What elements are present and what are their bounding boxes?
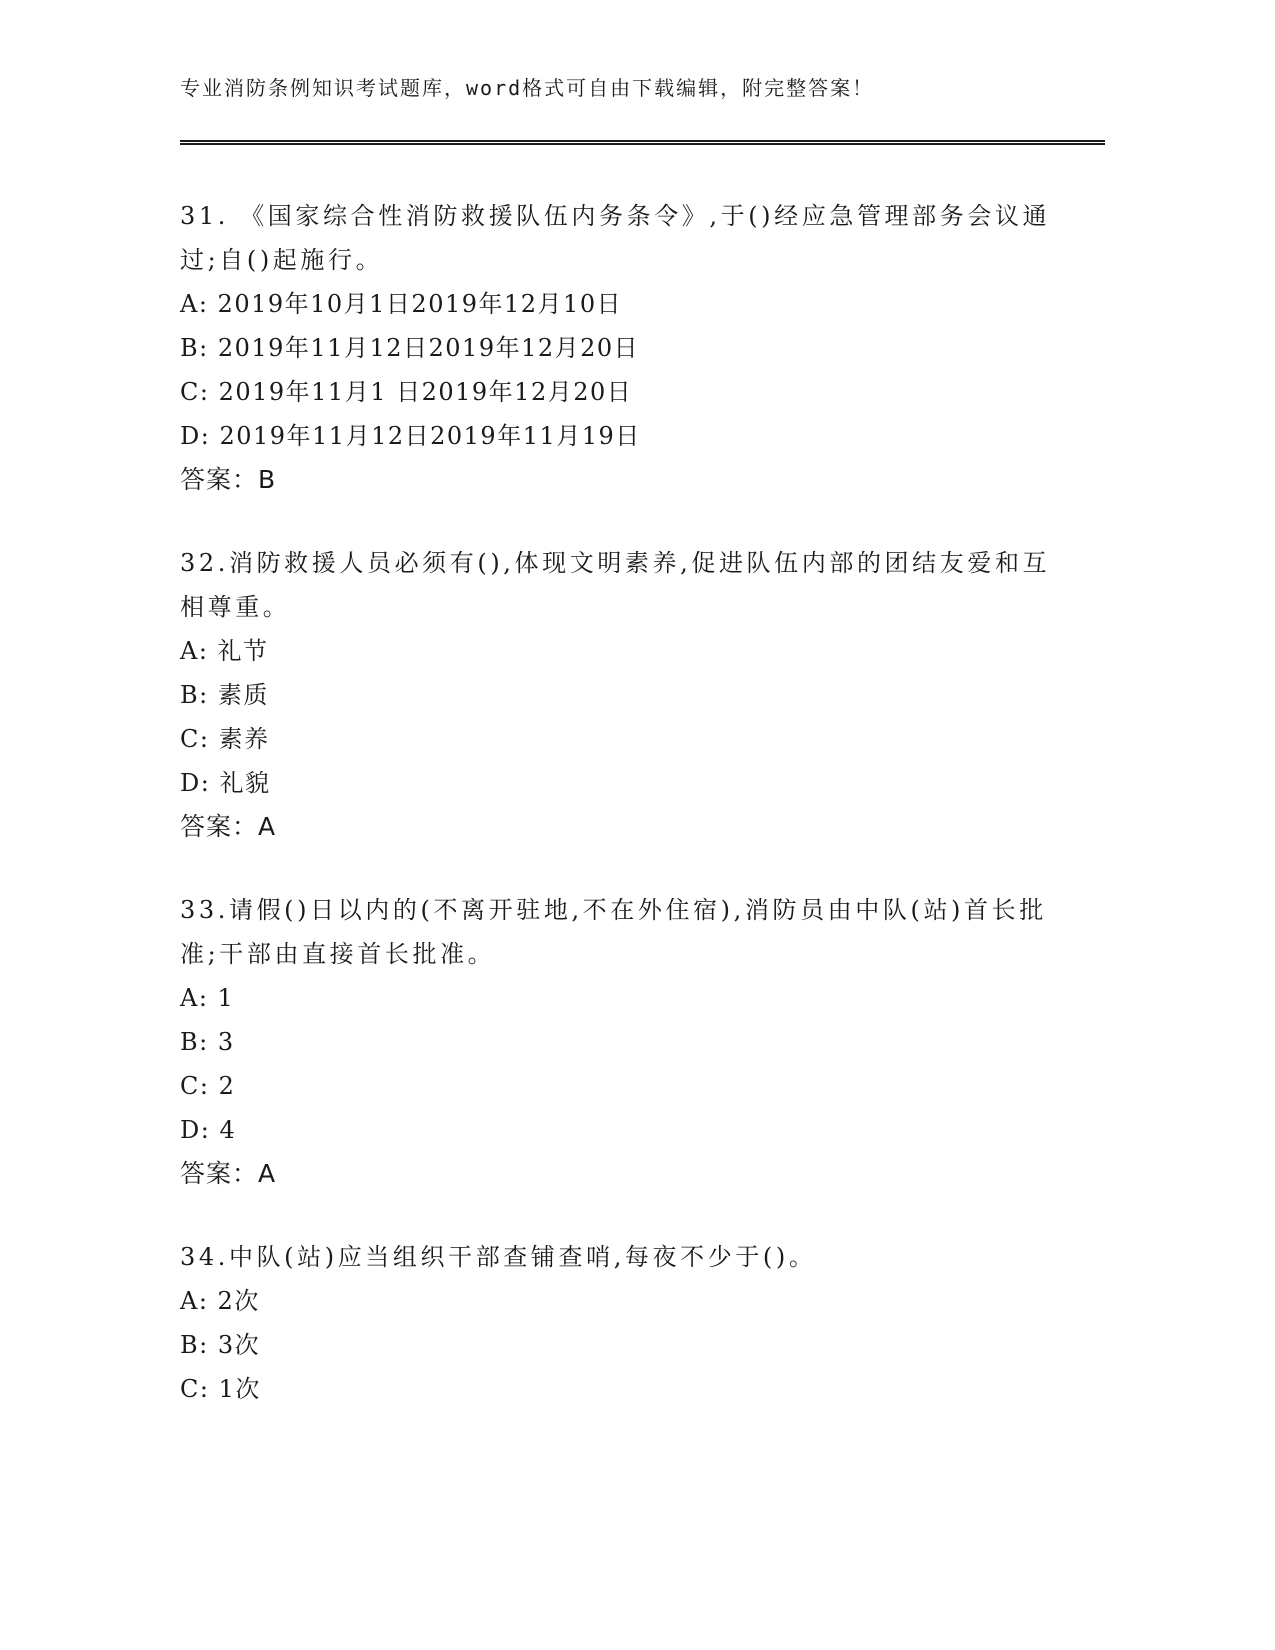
answer: 答案：B [180,465,277,494]
question-list [180,194,1060,1450]
question-31 [180,194,1060,502]
option-c: C: 素养 [180,725,270,753]
question-stem: 34.中队(站)应当组织干部查铺查哨,每夜不少于()。 [180,1243,817,1271]
question-34 [180,1235,1060,1411]
option-b: B: 2019年11月12日2019年12月20日 [180,334,640,362]
answer: 答案：A [180,812,277,841]
option-b: B: 3次 [180,1331,261,1359]
option-d: D: 4 [180,1116,237,1144]
option-a: A: 1 [180,984,235,1012]
page-header: 专业消防条例知识考试题库，word格式可自由下载编辑，附完整答案！ [180,76,875,100]
question-33 [180,888,1060,1196]
question-stem: 32.消防救援人员必须有(),体现文明素养,促进队伍内部的团结友爱和互相尊重。 [180,549,1051,621]
option-a: A: 2次 [180,1287,260,1315]
option-c: C: 2019年11月1 日2019年12月20日 [180,378,633,406]
option-b: B: 3 [180,1028,235,1056]
option-a: A: 2019年10月1日2019年12月10日 [180,290,623,318]
answer: 答案：A [180,1159,277,1188]
question-32 [180,541,1060,849]
question-stem: 31. 《国家综合性消防救援队伍内务条令》,于()经应急管理部务会议通过;自()起施行。 [180,202,1051,274]
option-c: C: 1次 [180,1375,261,1403]
option-d: D: 礼貌 [180,769,271,797]
option-a: A: 礼节 [180,637,269,665]
header-divider [180,140,1105,145]
option-c: C: 2 [180,1072,236,1100]
option-b: B: 素质 [180,681,269,709]
question-stem: 33.请假()日以内的(不离开驻地,不在外住宿),消防员由中队(站)首长批准;干部由直接首长批准。 [180,896,1047,968]
option-d: D: 2019年11月12日2019年11月19日 [180,422,641,450]
